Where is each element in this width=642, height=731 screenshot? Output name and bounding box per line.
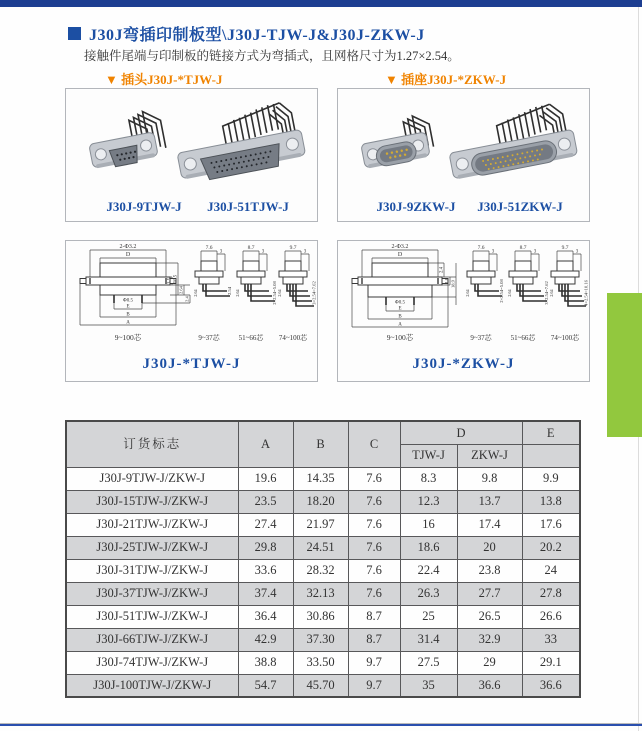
bottom-accent-line bbox=[0, 723, 642, 726]
dim-b: 14.35 bbox=[293, 467, 348, 490]
core-range-label: 9~37芯 bbox=[198, 334, 220, 342]
dim-e: 24 bbox=[522, 559, 580, 582]
plug-51pin-image bbox=[171, 93, 311, 201]
part-number: J30J-51TJW-J/ZKW-J bbox=[66, 605, 238, 628]
part-number: J30J-100TJW-J/ZKW-J bbox=[66, 674, 238, 697]
dim-label: Φ0.5 bbox=[395, 300, 405, 306]
core-range-label: 74~100芯 bbox=[278, 334, 308, 342]
dim-label: 2×2.54=5.08 bbox=[272, 281, 277, 305]
section-title-row bbox=[68, 22, 425, 45]
dim-label: 3 bbox=[491, 249, 495, 255]
dim-label: 2-Φ3.2 bbox=[391, 244, 409, 250]
dim-label: 8.7 bbox=[519, 245, 527, 251]
dim-a: 19.6 bbox=[238, 467, 293, 490]
dim-d-zkw: 36.6 bbox=[457, 674, 522, 697]
dim-e: 20.2 bbox=[522, 536, 580, 559]
plug-9pin-image bbox=[78, 97, 178, 197]
dim-label: 7.6 bbox=[477, 245, 485, 251]
dim-d-zkw: 9.8 bbox=[457, 467, 522, 490]
col-header-e: E bbox=[522, 421, 580, 444]
socket-9pin-image bbox=[350, 97, 450, 197]
table-row bbox=[66, 674, 580, 697]
dim-label: D bbox=[125, 252, 131, 258]
dim-c: 8.7 bbox=[348, 605, 400, 628]
plug-photo-panel bbox=[65, 88, 318, 222]
dim-label: B bbox=[398, 314, 402, 320]
dim-label: 2.64 bbox=[549, 289, 554, 297]
dim-label: 3 bbox=[219, 249, 223, 255]
tjw-dimension-drawing bbox=[66, 241, 317, 349]
col-header-d-tjw: TJW-J bbox=[400, 444, 457, 467]
dim-label: A bbox=[126, 320, 130, 326]
dim-label: 2×2.54=5.08 bbox=[499, 279, 504, 303]
dim-label: 2-Φ3.2 bbox=[119, 244, 137, 250]
table-row bbox=[66, 536, 580, 559]
dim-label: 8.7 bbox=[247, 245, 255, 251]
dim-label: 4.8 bbox=[445, 278, 451, 284]
plug-caption: ▼ 插头J30J-*TJW-J bbox=[105, 72, 223, 87]
dim-d-tjw: 27.5 bbox=[400, 651, 457, 674]
table-row bbox=[66, 559, 580, 582]
dim-label: 2.64 bbox=[178, 286, 184, 294]
dim-label: Φ0.5 bbox=[123, 298, 133, 304]
spec-table bbox=[65, 420, 581, 698]
dim-c: 8.7 bbox=[348, 628, 400, 651]
dim-c: 9.7 bbox=[348, 674, 400, 697]
dim-label: D bbox=[397, 252, 403, 258]
dim-label: 4×2.54=10.16 bbox=[583, 280, 589, 306]
dim-a: 33.6 bbox=[238, 559, 293, 582]
core-range-label: 51~66芯 bbox=[238, 334, 264, 342]
dim-d-tjw: 35 bbox=[400, 674, 457, 697]
table-row bbox=[66, 651, 580, 674]
part-number: J30J-15TJW-J/ZKW-J bbox=[66, 490, 238, 513]
dim-d-tjw: 18.6 bbox=[400, 536, 457, 559]
dim-c: 7.6 bbox=[348, 559, 400, 582]
dim-label: 2.64 bbox=[465, 289, 470, 297]
part-number: J30J-9TJW-J/ZKW-J bbox=[66, 467, 238, 490]
dim-a: 36.4 bbox=[238, 605, 293, 628]
dim-label: 9.7 bbox=[289, 245, 297, 251]
core-range-label: 9~37芯 bbox=[470, 334, 492, 342]
dim-d-zkw: 27.7 bbox=[457, 582, 522, 605]
col-header-d-zkw: ZKW-J bbox=[457, 444, 522, 467]
zkw-drawing-caption: J30J-*ZKW-J bbox=[412, 356, 515, 372]
plug-51pin-label: J30J-51TJW-J bbox=[207, 199, 289, 214]
dim-d-tjw: 12.3 bbox=[400, 490, 457, 513]
dim-label: 2.64 bbox=[507, 289, 512, 297]
table-header-row-1 bbox=[66, 421, 580, 444]
dim-e: 36.6 bbox=[522, 674, 580, 697]
dim-c: 7.6 bbox=[348, 467, 400, 490]
socket-51pin-label: J30J-51ZKW-J bbox=[477, 199, 563, 214]
dim-label: 3 bbox=[575, 249, 579, 255]
part-number: J30J-31TJW-J/ZKW-J bbox=[66, 559, 238, 582]
dim-d-zkw: 17.4 bbox=[457, 513, 522, 536]
dim-a: 29.8 bbox=[238, 536, 293, 559]
col-header-d: D bbox=[400, 421, 522, 444]
dim-label: 9.7 bbox=[561, 245, 569, 251]
dim-a: 27.4 bbox=[238, 513, 293, 536]
dim-c: 9.7 bbox=[348, 651, 400, 674]
dim-a: 42.9 bbox=[238, 628, 293, 651]
part-number: J30J-25TJW-J/ZKW-J bbox=[66, 536, 238, 559]
table-row bbox=[66, 513, 580, 536]
core-range-label: 74~100芯 bbox=[550, 334, 580, 342]
dim-label: 3×2.54=7.62 bbox=[311, 281, 317, 305]
dim-e: 13.8 bbox=[522, 490, 580, 513]
dim-label: 18.9 bbox=[450, 280, 456, 288]
dim-c: 7.6 bbox=[348, 513, 400, 536]
dim-a: 37.4 bbox=[238, 582, 293, 605]
dim-d-tjw: 31.4 bbox=[400, 628, 457, 651]
dim-b: 30.86 bbox=[293, 605, 348, 628]
dim-label: 3×2.54=7.62 bbox=[544, 281, 549, 305]
table-row bbox=[66, 467, 580, 490]
tjw-drawing-panel bbox=[65, 240, 318, 382]
table-row bbox=[66, 628, 580, 651]
dim-b: 33.50 bbox=[293, 651, 348, 674]
table-row bbox=[66, 490, 580, 513]
plug-9pin-label: J30J-9TJW-J bbox=[106, 199, 182, 214]
dim-e: 26.6 bbox=[522, 605, 580, 628]
title-bullet-square-icon bbox=[68, 27, 81, 40]
dim-c: 7.6 bbox=[348, 490, 400, 513]
part-number: J30J-66TJW-J/ZKW-J bbox=[66, 628, 238, 651]
dim-d-zkw: 13.7 bbox=[457, 490, 522, 513]
core-range-label: 9~100芯 bbox=[386, 333, 414, 342]
section-title: J30J弯插印制板型\J30J-TJW-J&J30J-ZKW-J bbox=[89, 27, 425, 44]
dim-label: 2.64 bbox=[193, 289, 198, 297]
dim-b: 45.70 bbox=[293, 674, 348, 697]
top-accent-bar bbox=[0, 0, 642, 7]
dim-e: 33 bbox=[522, 628, 580, 651]
dim-label: A bbox=[398, 322, 402, 328]
dim-label: 2.64 bbox=[235, 289, 240, 297]
dim-e: 27.8 bbox=[522, 582, 580, 605]
dim-d-zkw: 20 bbox=[457, 536, 522, 559]
section-subtitle: 接触件尾端与印制板的链接方式为弯插式，且网格尺寸为1.27×2.54。 bbox=[84, 49, 460, 63]
socket-9pin-label: J30J-9ZKW-J bbox=[376, 199, 456, 214]
col-header-b: B bbox=[293, 421, 348, 467]
dim-label: 3 bbox=[303, 249, 307, 255]
dim-label: 2.54 bbox=[227, 286, 232, 296]
core-range-label: 9~100芯 bbox=[114, 333, 142, 342]
page-index-tab bbox=[607, 293, 642, 437]
dim-label: 2.64 bbox=[277, 289, 282, 297]
dim-d-tjw: 8.3 bbox=[400, 467, 457, 490]
dim-label: 2.4 bbox=[184, 296, 190, 302]
dim-d-tjw: 16 bbox=[400, 513, 457, 536]
dim-e: 9.9 bbox=[522, 467, 580, 490]
dim-e: 17.6 bbox=[522, 513, 580, 536]
dim-label: 16.5 bbox=[173, 274, 179, 284]
dim-b: 18.20 bbox=[293, 490, 348, 513]
dim-a: 54.7 bbox=[238, 674, 293, 697]
part-number: J30J-37TJW-J/ZKW-J bbox=[66, 582, 238, 605]
zkw-dimension-drawing bbox=[338, 241, 589, 349]
dim-b: 24.51 bbox=[293, 536, 348, 559]
col-header-a: A bbox=[238, 421, 293, 467]
dim-b: 28.32 bbox=[293, 559, 348, 582]
dim-d-zkw: 29 bbox=[457, 651, 522, 674]
dim-b: 32.13 bbox=[293, 582, 348, 605]
dim-a: 38.8 bbox=[238, 651, 293, 674]
dim-d-tjw: 25 bbox=[400, 605, 457, 628]
dim-b: 21.97 bbox=[293, 513, 348, 536]
dim-b: 37.30 bbox=[293, 628, 348, 651]
dim-label: 7.6 bbox=[205, 245, 213, 251]
dim-c: 7.6 bbox=[348, 582, 400, 605]
dim-label: B bbox=[126, 312, 130, 318]
dim-label: 3 bbox=[533, 249, 537, 255]
dim-e: 29.1 bbox=[522, 651, 580, 674]
col-header-e-empty bbox=[522, 444, 580, 467]
table-row bbox=[66, 582, 580, 605]
socket-caption: ▼ 插座J30J-*ZKW-J bbox=[385, 72, 507, 87]
dim-d-zkw: 32.9 bbox=[457, 628, 522, 651]
dim-label: E bbox=[398, 306, 402, 312]
col-header-c: C bbox=[348, 421, 400, 467]
dim-label: 3.5 bbox=[167, 278, 173, 284]
col-header-order: 订货标志 bbox=[66, 421, 238, 467]
part-number: J30J-21TJW-J/ZKW-J bbox=[66, 513, 238, 536]
dim-c: 7.6 bbox=[348, 536, 400, 559]
tjw-drawing-caption: J30J-*TJW-J bbox=[142, 356, 241, 372]
dim-label: E bbox=[126, 304, 130, 310]
dim-a: 23.5 bbox=[238, 490, 293, 513]
dim-d-tjw: 26.3 bbox=[400, 582, 457, 605]
zkw-drawing-panel bbox=[337, 240, 590, 382]
dim-d-zkw: 26.5 bbox=[457, 605, 522, 628]
dim-label: 2.4 bbox=[439, 267, 445, 273]
socket-51pin-image bbox=[443, 93, 583, 201]
core-range-label: 51~66芯 bbox=[510, 334, 536, 342]
table-row bbox=[66, 605, 580, 628]
dim-d-zkw: 23.8 bbox=[457, 559, 522, 582]
part-number: J30J-74TJW-J/ZKW-J bbox=[66, 651, 238, 674]
dim-label: 3 bbox=[261, 249, 265, 255]
socket-photo-panel bbox=[337, 88, 590, 222]
dim-d-tjw: 22.4 bbox=[400, 559, 457, 582]
